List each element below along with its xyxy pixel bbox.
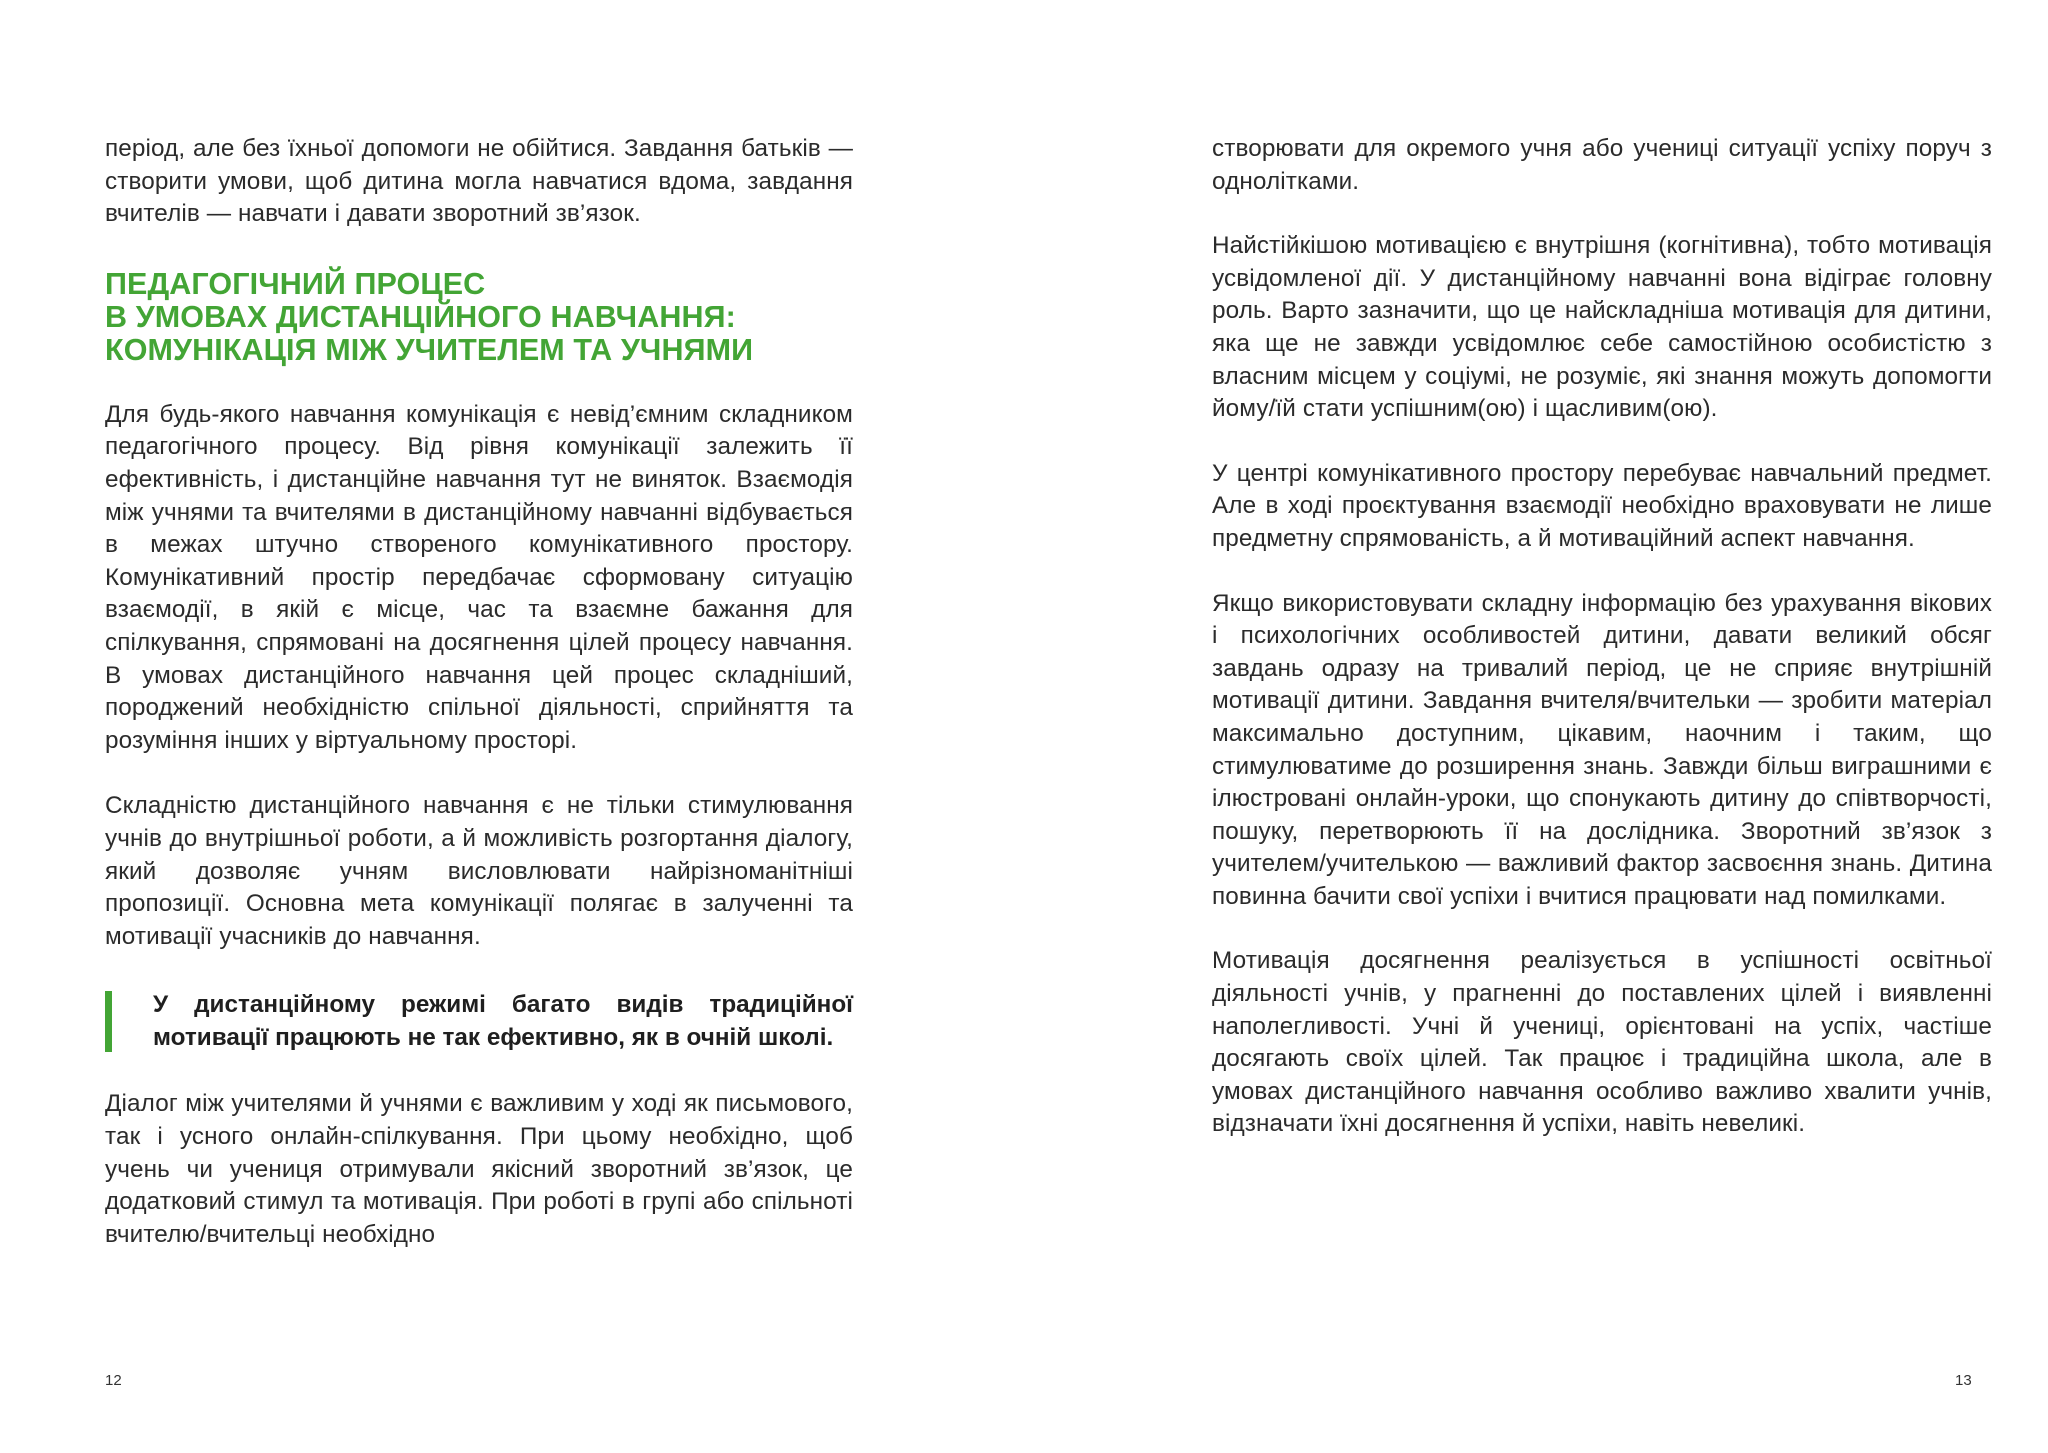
left-text-column <box>105 133 853 1251</box>
page-number-left: 12 <box>105 1372 122 1389</box>
left-paragraph-3: Складністю дистанційного навчання є не тільки стимулювання учнів до внутрішньої роботи, а й можливість розгортання діалогу, який дозволяє учням висловлювати найрізноманітніші пропозиції. Основна мета комунікації полягає в залученні та мотивації учасників до навчання. <box>105 792 853 950</box>
section-heading-line-1: ПЕДАГОГІЧНИЙ ПРОЦЕС <box>105 266 486 301</box>
right-paragraph-2: Найстійкішою мотивацією є внутрішня (когнітивна), тобто мотивація усвідомленої дії. У дистанційному навчанні вона відіграє головну роль. Варто зазначити, що це найскладніша мотивація для дитини, яка ще не завжди усвідомлює себе самостійною особистістю з власним місцем у соціумі, не розуміє, які знання можуть допомогти йому/їй стати успішним(ою) і щасливим(ою). <box>1212 232 1992 423</box>
section-heading-line-2: В УМОВАХ ДИСТАНЦІЙНОГО НАВЧАННЯ: <box>105 299 736 334</box>
left-paragraph-1: період, але без їхньої допомоги не обійтися. Завдання батьків — створити умови, щоб дитина могла навчатися вдома, завдання вчителів — навчати і давати зворотний зв’язок. <box>105 135 853 228</box>
right-paragraph-4: Якщо використовувати складну інформацію без урахування вікових і психологічних особливостей дитини, давати великий обсяг завдань одразу на тривалий період, це не сприяє внутрішній мотивації дитини. Завдання вчителя/вчительки — зробити матеріал максимально доступним, цікавим, наочним і таким, що стимулюватиме до розширення знань. Завжди більш виграшними є ілюстровані онлайн-уроки, що спонукають дитину до співтворчості, пошуку, перетворюють її на дослідника. Зворотний зв’язок з учителем/учителькою — важливий фактор засвоєння знань. Дитина повинна бачити свої успіхи і вчитися працювати над помилками. <box>1212 589 1992 910</box>
right-text-column <box>1212 133 1992 1141</box>
quote-accent-bar <box>105 991 112 1052</box>
pull-quote <box>105 989 853 1054</box>
right-paragraph-5: Мотивація досягнення реалізується в успішності освітньої діяльності учнів, у прагненні до поставлених цілей і виявленні наполегливості. Учні й учениці, орієнтовані на успіх, частіше досягають своїх цілей. Так працює і традиційна школа, але в умовах дистанційного навчання особливо важливо хвалити учнів, відзначати їхні досягнення й успіхи, навіть невеликі. <box>1212 947 1992 1138</box>
left-paragraph-2: Для будь-якого навчання комунікація є невід’ємним складником педагогічного процесу. Від рівня комунікації залежить її ефективність, і дистанційне навчання тут не виняток. Взаємодія між учнями та вчителями в дистанційному навчанні відбувається в межах штучно створеного комунікативного простору. Комунікативний простір передбачає сформовану ситуацію взаємодії, в якій є місце, час та взаємне бажання для спілкування, спрямовані на досягнення цілей процесу навчання. В умовах дистанційного навчання цей процес складніший, породжений необхідністю спільної діяльності, сприйняття та розуміння інших у віртуальному просторі. <box>105 400 853 754</box>
pull-quote-text: У дистанційному режимі багато видів традиційної мотивації працюють не так ефективно, як в очній школі. <box>153 991 853 1051</box>
right-paragraph-3: У центрі комунікативного простору перебуває навчальний предмет. Але в ході проєктування взаємодії необхідно враховувати не лише предметну спрямованість, а й мотиваційний аспект навчання. <box>1212 459 1992 552</box>
page-number-right: 13 <box>1955 1372 1972 1389</box>
right-paragraph-1: створювати для окремого учня або учениці ситуації успіху поруч з однолітками. <box>1212 135 1992 195</box>
left-paragraph-4: Діалог між учителями й учнями є важливим у ході як письмового, так і усного онлайн-спілкування. При цьому необхідно, щоб учень чи учениця отримували якісний зворотний зв’язок, це додатковий стимул та мотивація. При роботі в групі або спільноті вчителю/вчительці необхідно <box>105 1090 853 1248</box>
section-heading-line-3: КОМУНІКАЦІЯ МІЖ УЧИТЕЛЕМ ТА УЧНЯМИ <box>105 332 754 367</box>
section-heading <box>105 268 853 367</box>
right-page <box>1024 0 2048 1453</box>
